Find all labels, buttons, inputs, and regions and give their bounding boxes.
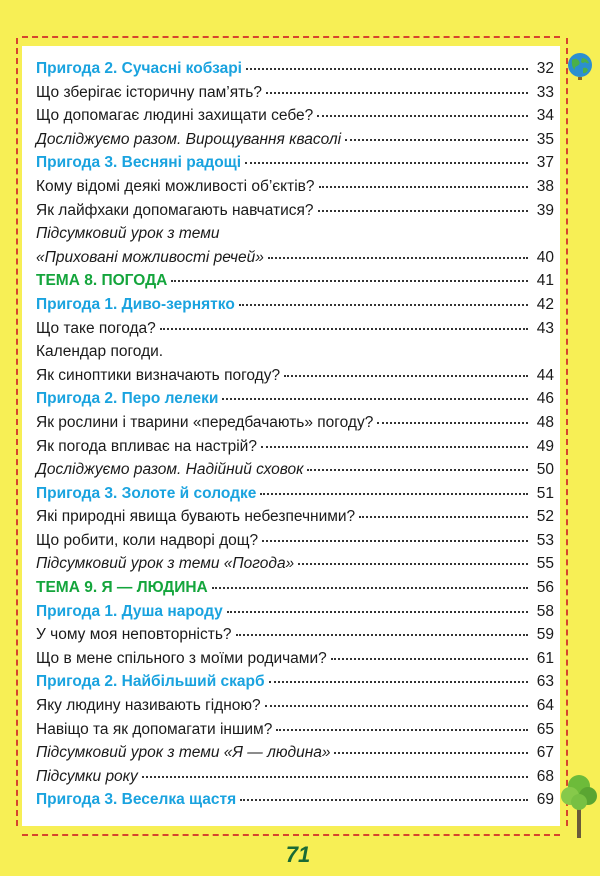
- toc-entry: [36, 508, 554, 532]
- globe-icon: [564, 50, 596, 82]
- toc-entry-page: 69: [536, 791, 554, 809]
- toc-leader-dots: [160, 328, 528, 330]
- toc-entry: [36, 414, 554, 438]
- toc-entry: [36, 673, 554, 697]
- toc-entry-page: 49: [536, 437, 554, 455]
- toc-entry-title: ТЕМА 8. ПОГОДА: [36, 272, 168, 290]
- toc-entry-page: 61: [536, 649, 554, 667]
- toc-leader-dots: [260, 493, 528, 495]
- toc-entry: [36, 461, 554, 485]
- toc-entry: [36, 178, 554, 202]
- toc-entry-page: 34: [536, 107, 554, 125]
- toc-entry: [36, 249, 554, 273]
- toc-entry-title: Що таке погода?: [36, 319, 156, 337]
- toc-entry-page: 44: [536, 366, 554, 384]
- toc-entry: [36, 485, 554, 509]
- toc-leader-dots: [265, 705, 528, 707]
- toc-entry-title: Що в мене спільного з моїми родичами?: [36, 649, 327, 667]
- toc-leader-dots: [246, 68, 528, 70]
- toc-leader-dots: [239, 304, 528, 306]
- toc-entry-title: Календар погоди.: [36, 343, 164, 361]
- toc-leader-dots: [227, 611, 528, 613]
- toc-entry: [36, 84, 554, 108]
- tree-icon: [560, 770, 598, 840]
- toc-entry-page: 39: [536, 201, 554, 219]
- toc-entry: [36, 768, 554, 792]
- toc-leader-dots: [331, 658, 528, 660]
- toc-leader-dots: [262, 540, 528, 542]
- toc-entry-page: 41: [536, 272, 554, 290]
- toc-leader-dots: [266, 92, 528, 94]
- toc-entry-page: 52: [536, 508, 554, 526]
- toc-leader-dots: [269, 681, 528, 683]
- toc-entry-title: Пригода 3. Весняні радощі: [36, 154, 242, 172]
- frame-top: [0, 0, 600, 46]
- toc-leader-dots: [276, 729, 528, 731]
- toc-entry: [36, 107, 554, 131]
- toc-entry: [36, 555, 554, 579]
- toc-entry-page: 55: [536, 555, 554, 573]
- toc-entry-title: Пригода 1. Диво-зернятко: [36, 295, 235, 313]
- toc-entry-title: Як синоптики визначають погоду?: [36, 366, 281, 384]
- toc-entry-title: Пригода 3. Веселка щастя: [36, 791, 237, 809]
- toc-leader-dots: [318, 210, 528, 212]
- frame-left: [0, 0, 22, 876]
- toc-entry-title: Пригода 2. Сучасні кобзарі: [36, 60, 242, 77]
- toc-leader-dots: [319, 186, 528, 188]
- toc-entry: [36, 744, 554, 768]
- toc-entry-title: Що робити, коли надворі дощ?: [36, 531, 259, 549]
- toc-entry: [36, 225, 554, 249]
- toc-entry-title: Підсумковий урок з теми: [36, 225, 220, 243]
- toc-entry-page: 59: [536, 626, 554, 644]
- toc-leader-dots: [268, 257, 528, 259]
- toc-entry-page: 50: [536, 461, 554, 479]
- toc-entry-title: ТЕМА 9. Я — ЛЮДИНА: [36, 579, 208, 597]
- toc-leader-dots: [359, 516, 528, 518]
- toc-leader-dots: [222, 398, 528, 400]
- toc-leader-dots: [284, 375, 528, 377]
- toc-entry-page: 58: [536, 602, 554, 620]
- toc-entry-title: Навіщо та як допомагати іншим?: [36, 720, 273, 738]
- toc-entry: [36, 272, 554, 296]
- toc-leader-dots: [236, 634, 528, 636]
- toc-entry: [36, 320, 554, 344]
- toc-entry: [36, 438, 554, 462]
- toc-entry: [36, 603, 554, 627]
- toc-entry-page: 67: [536, 744, 554, 762]
- frame-right: [560, 0, 600, 876]
- toc-entry-title: Кому відомі деякі можливості об’єктів?: [36, 177, 315, 195]
- toc-entry: [36, 697, 554, 721]
- toc-entry-title: Пригода 2. Найбільший скарб: [36, 673, 265, 691]
- toc-leader-dots: [307, 469, 528, 471]
- toc-entry-page: 46: [536, 390, 554, 408]
- toc-leader-dots: [377, 422, 528, 424]
- toc-entry: [36, 202, 554, 226]
- toc-entry-page: 56: [536, 579, 554, 597]
- toc-entry-title: Підсумки року: [36, 767, 138, 785]
- toc-entry-page: 53: [536, 531, 554, 549]
- toc-entry-title: Підсумковий урок з теми «Я — людина»: [36, 744, 331, 762]
- toc-entry-title: Як лайфхаки допомагають навчатися?: [36, 201, 314, 219]
- toc-entry-title: Як погода впливає на настрій?: [36, 437, 257, 455]
- toc-entry-page: 38: [536, 177, 554, 195]
- toc-entry-page: 42: [536, 295, 554, 313]
- toc-entry: [36, 721, 554, 745]
- toc-entry-page: 35: [536, 130, 554, 148]
- toc-entry: [36, 60, 554, 84]
- toc-entry-title: Які природні явища бувають небезпечними?: [36, 508, 356, 526]
- toc-entry-title: Досліджуємо разом. Надійний сховок: [36, 461, 304, 479]
- toc-entry-title: Досліджуємо разом. Вирощування квасолі: [36, 130, 342, 148]
- toc-entry-title: Яку людину називають гідною?: [36, 697, 261, 715]
- toc-leader-dots: [212, 587, 528, 589]
- content-area: [22, 46, 560, 826]
- toc-entry: [36, 579, 554, 603]
- toc-entry: [36, 296, 554, 320]
- toc-entry-title: Що допомагає людині захищати себе?: [36, 107, 314, 125]
- toc-entry-page: 43: [536, 319, 554, 337]
- toc-entry-page: 37: [536, 154, 554, 172]
- toc-entry: [36, 367, 554, 391]
- toc-leader-dots: [261, 446, 528, 448]
- toc-entry-title: Підсумковий урок з теми «Погода»: [36, 555, 295, 573]
- toc-entry-page: 63: [536, 673, 554, 691]
- toc-entry: [36, 154, 554, 178]
- toc-entry-title: «Приховані можливості речей»: [36, 248, 264, 266]
- toc-leader-dots: [317, 115, 528, 117]
- toc-entry-page: 40: [536, 248, 554, 266]
- toc-entry-title: У чому моя неповторність?: [36, 626, 232, 644]
- toc-entry-page: 33: [536, 83, 554, 101]
- toc-entry: [36, 390, 554, 414]
- toc-leader-dots: [345, 139, 528, 141]
- toc-entry: [36, 343, 554, 367]
- toc-entry: [36, 791, 554, 815]
- toc-entry: [36, 131, 554, 155]
- toc-entry-page: 51: [536, 484, 554, 502]
- toc-entry-page: 64: [536, 697, 554, 715]
- toc-leader-dots: [240, 799, 528, 801]
- toc-entry-title: Пригода 2. Перо лелеки: [36, 390, 219, 408]
- toc-leader-dots: [334, 752, 528, 754]
- toc-entry: [36, 626, 554, 650]
- page-number: 71: [285, 842, 311, 867]
- toc-leader-dots: [142, 776, 528, 778]
- toc-entry-page: 48: [536, 413, 554, 431]
- toc-entry-page: 32: [536, 60, 554, 77]
- toc-entry: [36, 532, 554, 556]
- toc-entry-title: Пригода 1. Душа народу: [36, 602, 223, 620]
- toc-entry-title: Що зберігає історичну пам’ять?: [36, 83, 262, 101]
- toc-leader-dots: [171, 280, 528, 282]
- toc-entry-page: 65: [536, 720, 554, 738]
- toc-entry-title: Як рослини і тварини «передбачають» погоду?: [36, 413, 374, 431]
- toc-entry: [36, 650, 554, 674]
- toc-entry-page: 68: [536, 767, 554, 785]
- table-of-contents: [36, 60, 554, 815]
- toc-entry-title: Пригода 3. Золоте й солодке: [36, 484, 257, 502]
- toc-leader-dots: [298, 563, 528, 565]
- toc-leader-dots: [245, 162, 528, 164]
